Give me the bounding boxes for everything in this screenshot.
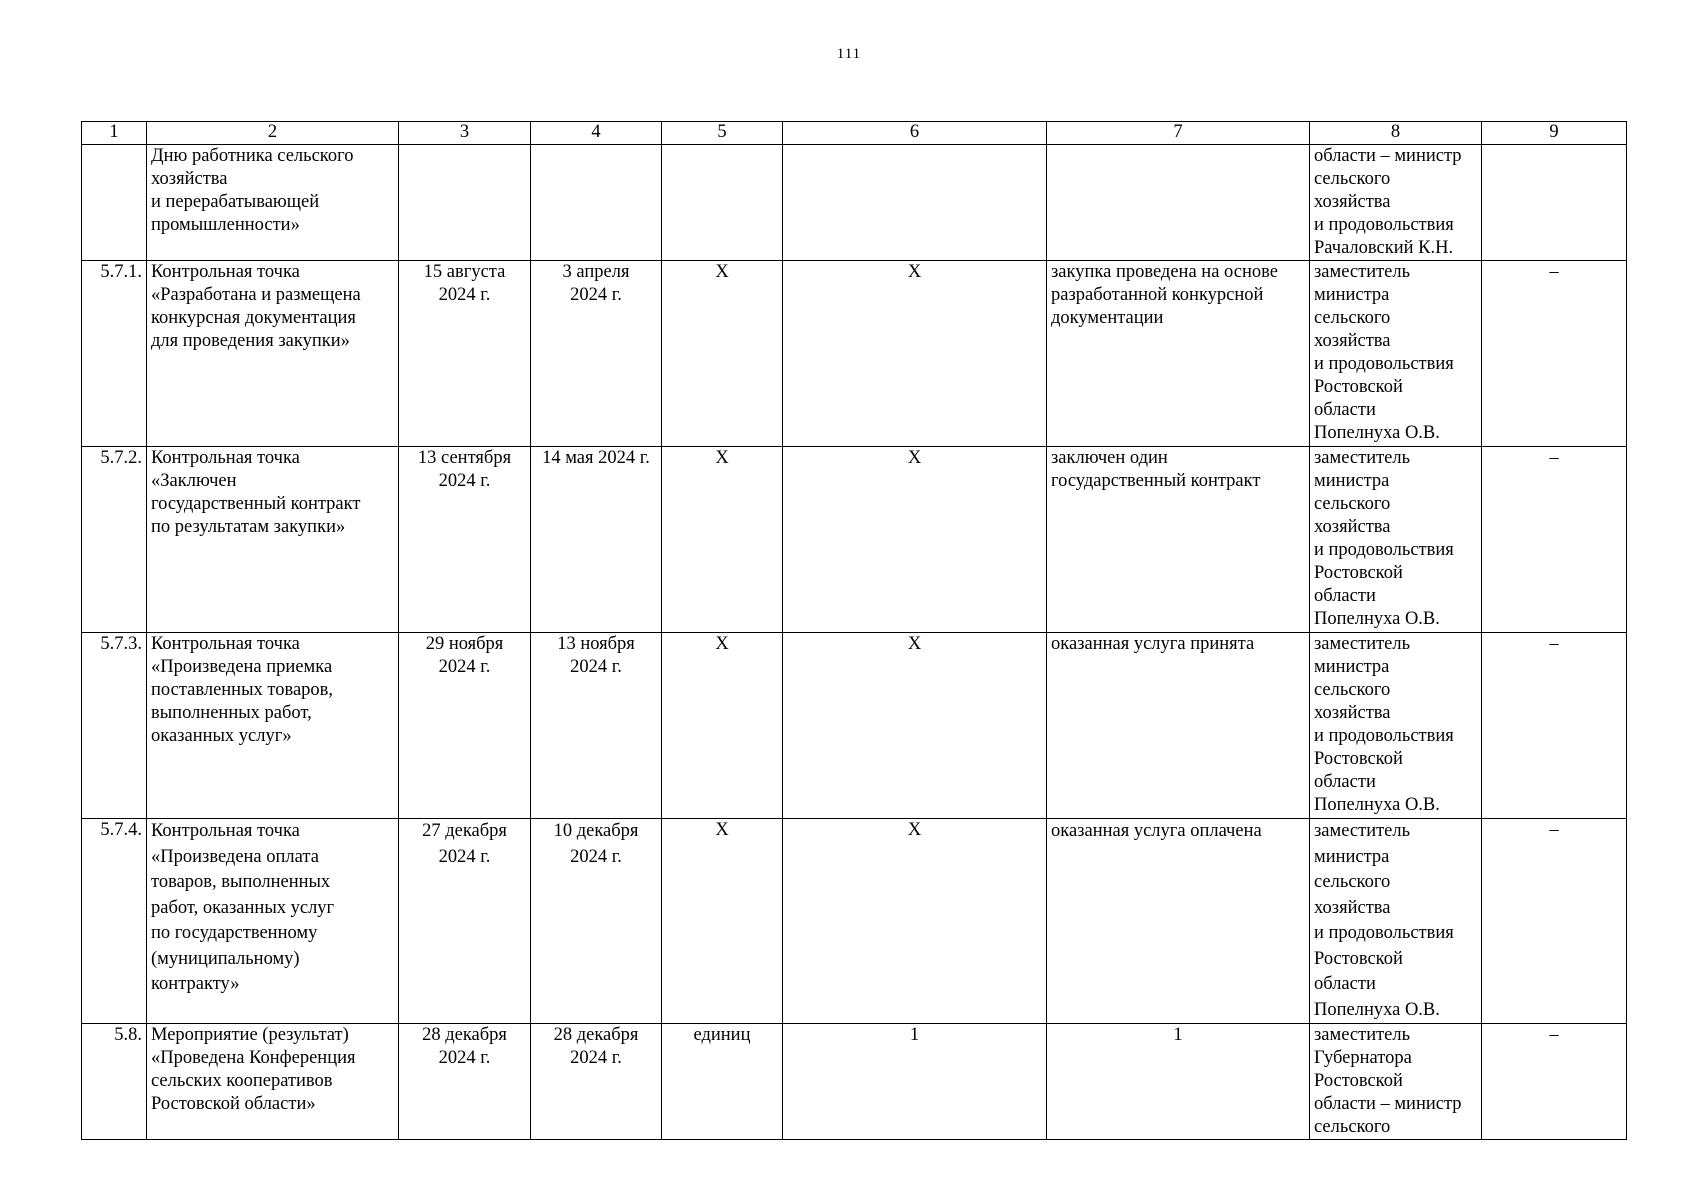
result-description [1047,145,1310,261]
responsible-person-line: сельского [1314,308,1391,328]
responsible-person-line: сельского [1314,494,1391,514]
responsible-person-line: сельского [1314,1117,1391,1137]
actual-date-line: 28 декабря [553,1025,639,1045]
planned-date-line: 27 декабря [422,821,507,841]
row-name-line: государственный контракт [151,494,361,514]
planned-value: Х [783,819,1047,1024]
row-name-line: выполненных работ, [151,703,312,723]
responsible-person-line: сельского [1314,169,1391,189]
row-number: 5.7.2. [82,447,147,633]
responsible-person [1310,261,1482,447]
row-number [82,145,147,261]
row-name [147,447,399,633]
row-name-line: контракту» [151,974,240,994]
planned-date-line: 2024 г. [438,846,491,867]
unit [662,145,783,261]
actual-date [531,447,662,633]
row-name [147,145,399,261]
document-table [81,121,1627,1140]
responsible-person [1310,819,1482,1024]
responsible-person [1310,447,1482,633]
planned-date-line: 2024 г. [438,1048,491,1068]
responsible-person-line: хозяйства [1314,192,1391,212]
row-name-line: работ, оказанных услуг [151,897,335,918]
responsible-person-line: Попелнуха О.В. [1314,609,1440,629]
row-name [147,633,399,819]
responsible-person-line: Рачаловский К.Н. [1314,238,1454,258]
table-row [82,261,1627,447]
actual-date [531,1024,662,1140]
responsible-person-line: сельского [1314,680,1391,700]
row-name-line: «Произведена приемка [151,657,333,677]
responsible-person-line: Ростовской [1314,377,1403,397]
row-name-line: по результатам закупки» [151,517,346,537]
responsible-person-line: министра [1314,846,1390,867]
responsible-person-line: министра [1314,471,1390,491]
responsible-person-line: министра [1314,285,1390,305]
result-description-line: закупка проведена на основе [1051,262,1278,282]
responsible-person-line: Попелнуха О.В. [1314,423,1440,443]
planned-value: 1 [783,1024,1047,1140]
responsible-person-line: сельского [1314,872,1391,892]
row-number: 5.7.3. [82,633,147,819]
result-description [1047,261,1310,447]
responsible-person-line: Попелнуха О.В. [1314,999,1440,1020]
actual-date [531,145,662,261]
header-cell: 8 [1310,122,1482,145]
responsible-person-line: области – министр [1314,1094,1462,1114]
responsible-person-line: хозяйства [1314,897,1391,918]
table-row [82,447,1627,633]
table-row [82,145,1627,261]
responsible-person [1310,145,1482,261]
responsible-person-line: и продовольствия [1314,354,1454,374]
unit: Х [662,819,783,1024]
actual-date [531,633,662,819]
result-description [1047,633,1310,819]
row-name-line: для проведения закупки» [151,331,350,351]
row-name-line: оказанных услуг» [151,726,292,746]
table-row [82,819,1627,1024]
responsible-person-line: заместитель [1314,634,1411,654]
planned-date-line: 15 августа [423,262,506,282]
header-cell: 9 [1482,122,1627,145]
actual-date-line: 2024 г. [570,1048,622,1068]
page-number: 111 [836,46,862,62]
row-name-line: Контрольная точка [151,448,300,468]
header-cell: 1 [82,122,147,145]
row-name-line: «Заключен [151,471,237,491]
responsible-person-line: и продовольствия [1314,540,1454,560]
row-name [147,1024,399,1140]
responsible-person-line: Ростовской [1314,563,1403,583]
responsible-person-line: министра [1314,657,1390,677]
actual-date-line: 13 ноября [557,634,635,654]
header-cell: 4 [531,122,662,145]
actual-date [531,261,662,447]
responsible-person-line: Ростовской [1314,749,1403,769]
note: – [1482,819,1627,1024]
row-number: 5.7.4. [82,819,147,1024]
responsible-person-line: Ростовской [1314,948,1403,969]
responsible-person-line: области [1314,586,1376,606]
result-description [1047,447,1310,633]
actual-date-line: 14 мая 2024 г. [542,448,650,468]
unit: Х [662,633,783,819]
header-cell: 2 [147,122,399,145]
row-name [147,819,399,1024]
row-name-line: «Проведена Конференция [151,1048,356,1068]
row-name-line: конкурсная документация [151,308,356,328]
planned-value [783,145,1047,261]
planned-date-line: 2024 г. [438,657,491,677]
header-cell: 3 [399,122,531,145]
planned-date [399,261,531,447]
row-name-line: по государственному [151,923,318,943]
planned-date-line: 28 декабря [422,1025,507,1045]
responsible-person-line: заместитель [1314,821,1411,841]
planned-date [399,1024,531,1140]
planned-date [399,145,531,261]
responsible-person [1310,633,1482,819]
row-name-line: Дню работника сельского [151,146,354,166]
row-name-line: товаров, выполненных [151,872,331,892]
actual-date-line: 2024 г. [570,846,622,867]
responsible-person-line: хозяйства [1314,703,1391,723]
responsible-person-line: Ростовской [1314,1071,1403,1091]
row-name-line: промышленности» [151,215,300,235]
row-name-line: сельских кооперативов [151,1071,333,1091]
planned-date-line: 13 сентября [417,448,512,468]
result-description-line: оказанная услуга оплачена [1051,821,1262,841]
header-cell: 7 [1047,122,1310,145]
unit: Х [662,447,783,633]
planned-value: Х [783,447,1047,633]
planned-date [399,819,531,1024]
note: – [1482,447,1627,633]
result-description [1047,819,1310,1024]
table-row [82,1024,1627,1140]
planned-date-line: 29 ноября [425,634,504,654]
table-header-row [82,122,1627,145]
planned-date [399,447,531,633]
responsible-person [1310,1024,1482,1140]
actual-date-line: 2024 г. [570,285,622,305]
responsible-person-line: хозяйства [1314,517,1391,537]
result-description-line: разработанной конкурсной [1051,285,1264,305]
responsible-person-line: хозяйства [1314,331,1391,351]
responsible-person-line: заместитель [1314,1025,1411,1045]
note: – [1482,261,1627,447]
responsible-person-line: области [1314,974,1376,994]
header-cell: 6 [783,122,1047,145]
result-description-line: государственный контракт [1051,471,1261,491]
row-number: 5.7.1. [82,261,147,447]
actual-date [531,819,662,1024]
responsible-person-line: Губернатора [1314,1048,1412,1068]
note: – [1482,1024,1627,1140]
row-name-line: Мероприятие (результат) [151,1025,349,1045]
responsible-person-line: области – министр [1314,146,1462,166]
row-name-line: хозяйства [151,169,228,189]
planned-date [399,633,531,819]
planned-date-line: 2024 г. [438,471,491,491]
responsible-person-line: Попелнуха О.В. [1314,795,1440,815]
actual-date-line: 3 апреля [562,262,630,282]
result-description-line: заключен один [1051,448,1168,468]
result-description [1047,1024,1310,1140]
actual-date-line: 2024 г. [570,657,622,677]
row-name-line: Контрольная точка [151,634,300,654]
unit: единиц [662,1024,783,1140]
row-name-line: «Произведена оплата [151,846,319,867]
responsible-person-line: и продовольствия [1314,726,1454,746]
result-description-line: оказанная услуга принята [1051,634,1255,654]
row-name-line: и перерабатывающей [151,192,320,212]
row-name-line: Контрольная точка [151,262,300,282]
responsible-person-line: заместитель [1314,262,1411,282]
responsible-person-line: заместитель [1314,448,1411,468]
row-name-line: поставленных товаров, [151,680,334,700]
planned-date-line: 2024 г. [438,285,491,305]
row-name-line: «Разработана и размещена [151,285,361,305]
row-name-line: Контрольная точка [151,821,300,841]
note: – [1482,633,1627,819]
responsible-person-line: области [1314,400,1376,420]
result-description-line: документации [1051,308,1164,328]
actual-date-line: 10 декабря [553,821,639,841]
row-name-line: Ростовской области» [151,1094,316,1114]
planned-value: Х [783,261,1047,447]
row-name-line: (муниципальному) [151,948,300,969]
unit: Х [662,261,783,447]
note [1482,145,1627,261]
row-name [147,261,399,447]
result-description-line: 1 [1173,1025,1183,1045]
responsible-person-line: и продовольствия [1314,923,1454,943]
header-cell: 5 [662,122,783,145]
responsible-person-line: и продовольствия [1314,215,1454,235]
row-number: 5.8. [82,1024,147,1140]
table-row [82,633,1627,819]
responsible-person-line: области [1314,772,1376,792]
planned-value: Х [783,633,1047,819]
